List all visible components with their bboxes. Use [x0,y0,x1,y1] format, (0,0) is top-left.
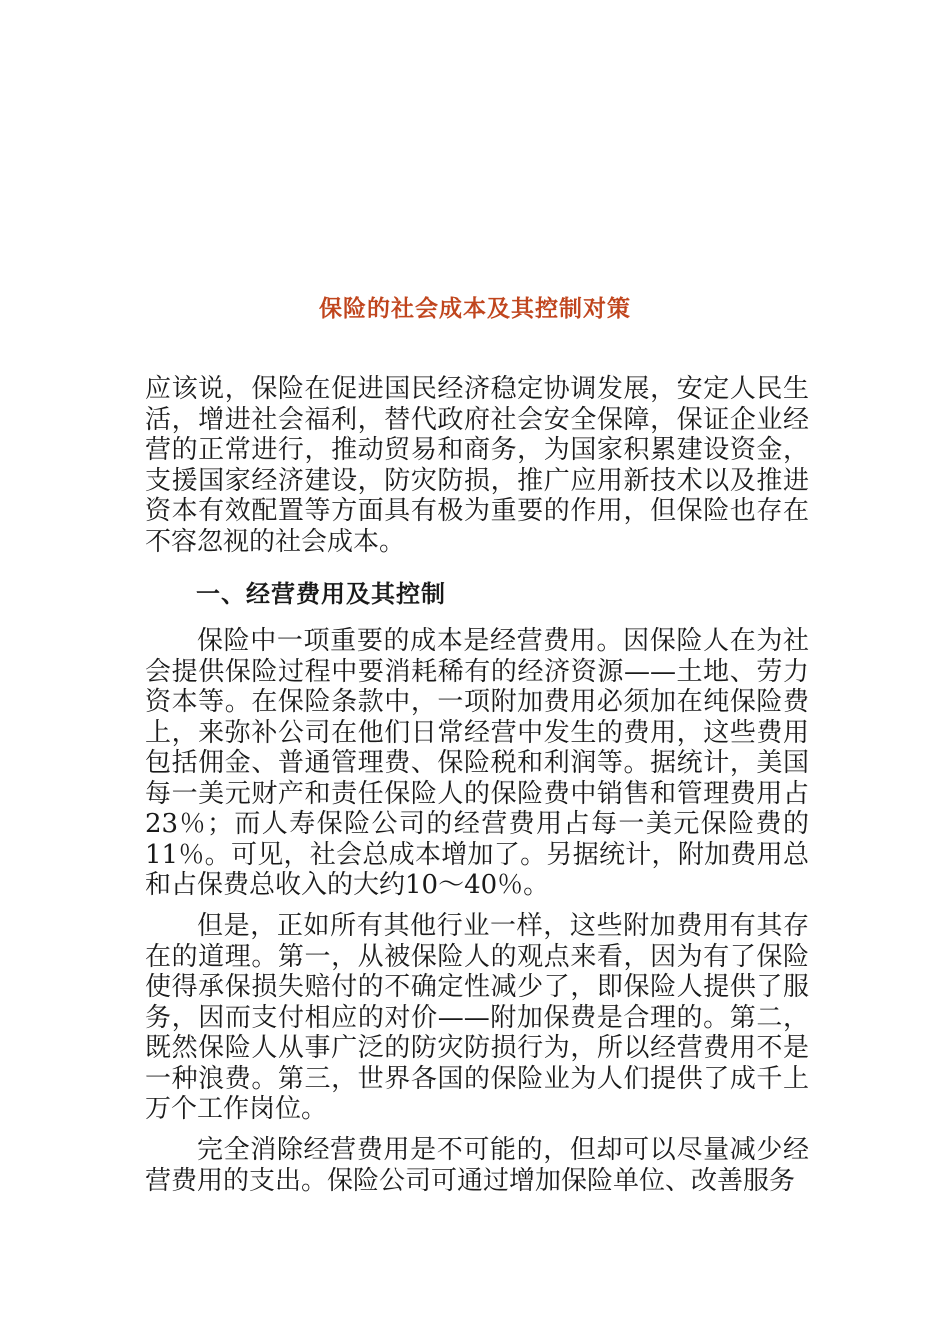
body-paragraph: 但是，正如所有其他行业一样，这些附加费用有其存在的道理。第一，从被保险人的观点来看，因为有了保险使得承保损失赔付的不确定性减少了，即保险人提供了服务，因而支付相应的对价——附加保费是合理的。第二，既然保险人从事广泛的防灾防损行为，所以经营费用不是一种浪费。第三，世界各国的保险业为人们提供了成千上万个工作岗位。 [145,911,809,1124]
body-paragraph: 保险中一项重要的成本是经营费用。因保险人在为社会提供保险过程中要消耗稀有的经济资源——土地、劳力资本等。在保险条款中，一项附加费用必须加在纯保险费上，来弥补公司在他们日常经营中发生的费用，这些费用包括佣金、普通管理费、保险税和利润等。据统计，美国每一美元财产和责任保险人的保险费中销售和管理费用占23％；而人寿保险公司的经营费用占每一美元保险费的11％。可见，社会总成本增加了。另据统计，附加费用总和占保费总收入的大约10～40％。 [145,626,809,900]
document-title: 保险的社会成本及其控制对策 [319,296,631,322]
body-paragraph: 完全消除经营费用是不可能的，但却可以尽量减少经营费用的支出。保险公司可通过增加保险单位、改善服务 [145,1135,809,1196]
intro-paragraph: 应该说，保险在促进国民经济稳定协调发展，安定人民生活，增进社会福利，替代政府社会安全保障，保证企业经营的正常进行，推动贸易和商务，为国家积累建设资金，支援国家经济建设，防灾防损，推广应用新技术以及推进资本有效配置等方面具有极为重要的作用，但保险也存在不容忽视的社会成本。 [145,374,809,557]
section-heading: 一、经营费用及其控制 [196,580,446,608]
